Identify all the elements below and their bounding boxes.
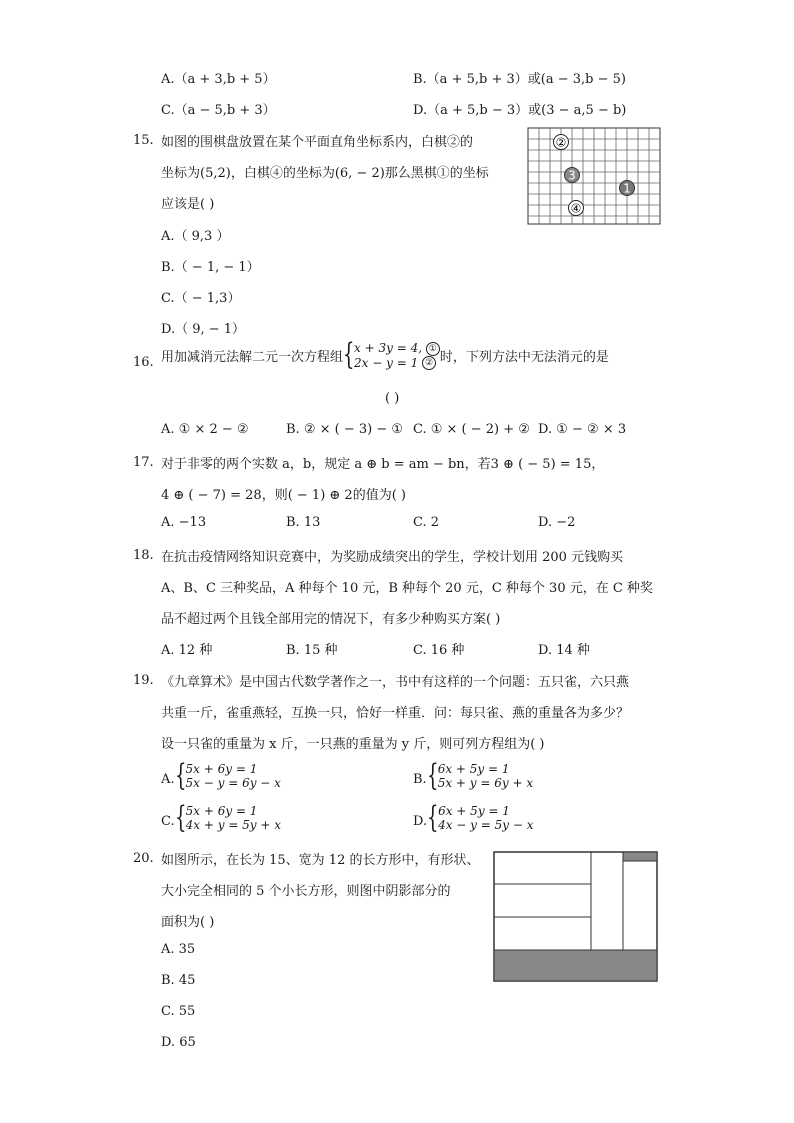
q16-option-d: D. ① − ② × 3 bbox=[538, 422, 627, 437]
black-stone-1-label: 1 bbox=[623, 181, 631, 196]
q18-text-line2: A、B、C 三种奖品，A 种每个 10 元，B 种每个 20 元，C 种每个 30 元，在 C 种奖 bbox=[161, 581, 653, 596]
q17-option-c: C. 2 bbox=[413, 515, 440, 530]
q16-eq1: x + 3y = 4, bbox=[354, 341, 423, 355]
q16-eq2-tag: ② bbox=[422, 356, 436, 370]
q20-text-line2: 大小完全相同的 5 个小长方形，则图中阴影部分的 bbox=[161, 884, 451, 899]
q19-option-a-label: A. bbox=[161, 771, 175, 787]
q14-option-c: C.（a − 5,b + 3） bbox=[161, 103, 276, 118]
q19-option-c-label: C. bbox=[161, 813, 175, 829]
q15-option-c: C.（ − 1,3） bbox=[161, 291, 241, 306]
q17-text-line2: 4 ⊕ ( − 7) = 28，则( − 1) ⊕ 2的值为( ) bbox=[161, 488, 406, 503]
q17-option-a: A. −13 bbox=[161, 515, 207, 530]
q16-text-post: 时，下列方法中无法消元的是 bbox=[439, 350, 609, 365]
q19-option-c: C. { 5x + 6y = 1 4x + y = 5y + x bbox=[161, 800, 282, 835]
q16-option-c: C. ① × ( − 2) + ② bbox=[413, 422, 530, 437]
q18-option-c: C. 16 种 bbox=[413, 643, 465, 658]
q19-option-a: A. { 5x + 6y = 1 5x − y = 6y − x bbox=[161, 758, 281, 793]
q17-number: 17. bbox=[133, 455, 154, 470]
q16-text-line1 bbox=[161, 337, 609, 373]
q16-eq1-tag: ① bbox=[426, 342, 440, 356]
shaded-bottom-region bbox=[494, 950, 657, 981]
q19-b-eq1: 6x + 5y = 1 bbox=[437, 762, 510, 776]
q19-c-eq2: 4x + y = 5y + x bbox=[185, 818, 282, 832]
q16-text-pre: 用加减消元法解二元一次方程组 bbox=[161, 350, 344, 365]
q16-equation-system: { x + 3y = 4, ① 2x − y = 1 ② bbox=[343, 341, 440, 370]
q17-text-line1: 对于非零的两个实数 a，b，规定 a ⊕ b = am − bn，若3 ⊕ ( − 5) = 15， bbox=[161, 457, 605, 472]
q18-option-a: A. 12 种 bbox=[161, 643, 213, 658]
q18-option-b: B. 15 种 bbox=[286, 643, 338, 658]
go-board-figure bbox=[527, 127, 662, 225]
q19-text-line2: 共重一斤，雀重燕轻，互换一只，恰好一样重．问：每只雀、燕的重量各为多少？ bbox=[161, 706, 630, 721]
q14-option-d: D.（a + 5,b − 3）或(3 − a,5 − b) bbox=[413, 103, 627, 118]
q18-number: 18. bbox=[133, 548, 154, 563]
q17-option-d: D. −2 bbox=[538, 515, 576, 530]
q18-option-d: D. 14 种 bbox=[538, 643, 590, 658]
q19-text-line1: 《九章算术》是中国古代数学著作之一，书中有这样的一个问题：五只雀，六只燕 bbox=[161, 675, 630, 690]
q19-option-d: D. { 6x + 5y = 1 4x − y = 5y − x bbox=[413, 800, 534, 835]
q20-text-line1: 如图所示，在长为 15、宽为 12 的长方形中，有形状、 bbox=[161, 853, 480, 868]
q20-number: 20. bbox=[133, 851, 154, 866]
white-stone-2-label: ② bbox=[555, 135, 567, 150]
q19-a-eq1: 5x + 6y = 1 bbox=[185, 762, 258, 776]
q16-option-b: B. ② × ( − 3) − ① bbox=[286, 422, 404, 437]
q19-c-eq1: 5x + 6y = 1 bbox=[185, 804, 258, 818]
q19-d-eq1: 6x + 5y = 1 bbox=[438, 804, 510, 818]
q20-option-c: C. 55 bbox=[161, 1004, 196, 1019]
q15-option-a: A.（ 9,3 ） bbox=[161, 229, 230, 244]
q20-option-a: A. 35 bbox=[161, 942, 196, 957]
shaded-top-right-region bbox=[623, 852, 657, 861]
q19-d-eq2: 4x − y = 5y − x bbox=[438, 818, 534, 832]
q20-option-b: B. 45 bbox=[161, 973, 196, 988]
q19-option-b-label: B. bbox=[413, 771, 427, 787]
q15-option-b: B.（ − 1, − 1） bbox=[161, 260, 260, 275]
q16-answer-paren: ( ) bbox=[385, 391, 400, 406]
q16-eq2: 2x − y = 1 bbox=[354, 355, 419, 370]
q15-text-line2: 坐标为(5,2)，白棋④的坐标为(6, − 2)那么黑棋①的坐标 bbox=[161, 166, 489, 181]
q14-option-a: A.（a + 3,b + 5） bbox=[161, 72, 276, 87]
q19-a-eq2: 5x − y = 6y − x bbox=[185, 776, 281, 790]
white-stone-4-label: ④ bbox=[570, 201, 582, 216]
q19-option-b: B. { 6x + 5y = 1 5x + y = 6y + x bbox=[413, 758, 534, 793]
q18-text-line3: 品不超过两个且钱全部用完的情况下，有多少种购买方案( ) bbox=[161, 612, 501, 627]
q15-number: 15. bbox=[133, 133, 154, 148]
q16-number: 16. bbox=[133, 355, 154, 370]
q15-text-line3: 应该是( ) bbox=[161, 197, 215, 212]
q16-option-a: A. ① × 2 − ② bbox=[161, 422, 249, 437]
rectangle-figure bbox=[493, 851, 659, 983]
q20-text-line3: 面积为( ) bbox=[161, 915, 215, 930]
q17-option-b: B. 13 bbox=[286, 515, 321, 530]
q18-text-line1: 在抗击疫情网络知识竞赛中，为奖励成绩突出的学生，学校计划用 200 元钱购买 bbox=[161, 550, 624, 565]
q19-number: 19. bbox=[133, 673, 154, 688]
gray-stone-3-label: 3 bbox=[568, 168, 576, 183]
q19-option-d-label: D. bbox=[413, 813, 428, 829]
q19-text-line3: 设一只雀的重量为 x 斤，一只燕的重量为 y 斤，则可列方程组为( ) bbox=[161, 737, 545, 752]
q20-option-d: D. 65 bbox=[161, 1035, 196, 1050]
q15-option-d: D.（ 9, − 1） bbox=[161, 322, 246, 337]
q15-text-line1: 如图的围棋盘放置在某个平面直角坐标系内，白棋②的 bbox=[161, 135, 474, 150]
q14-option-b: B.（a + 5,b + 3）或(a − 3,b − 5) bbox=[413, 72, 626, 87]
q19-b-eq2: 5x + y = 6y + x bbox=[437, 776, 534, 790]
